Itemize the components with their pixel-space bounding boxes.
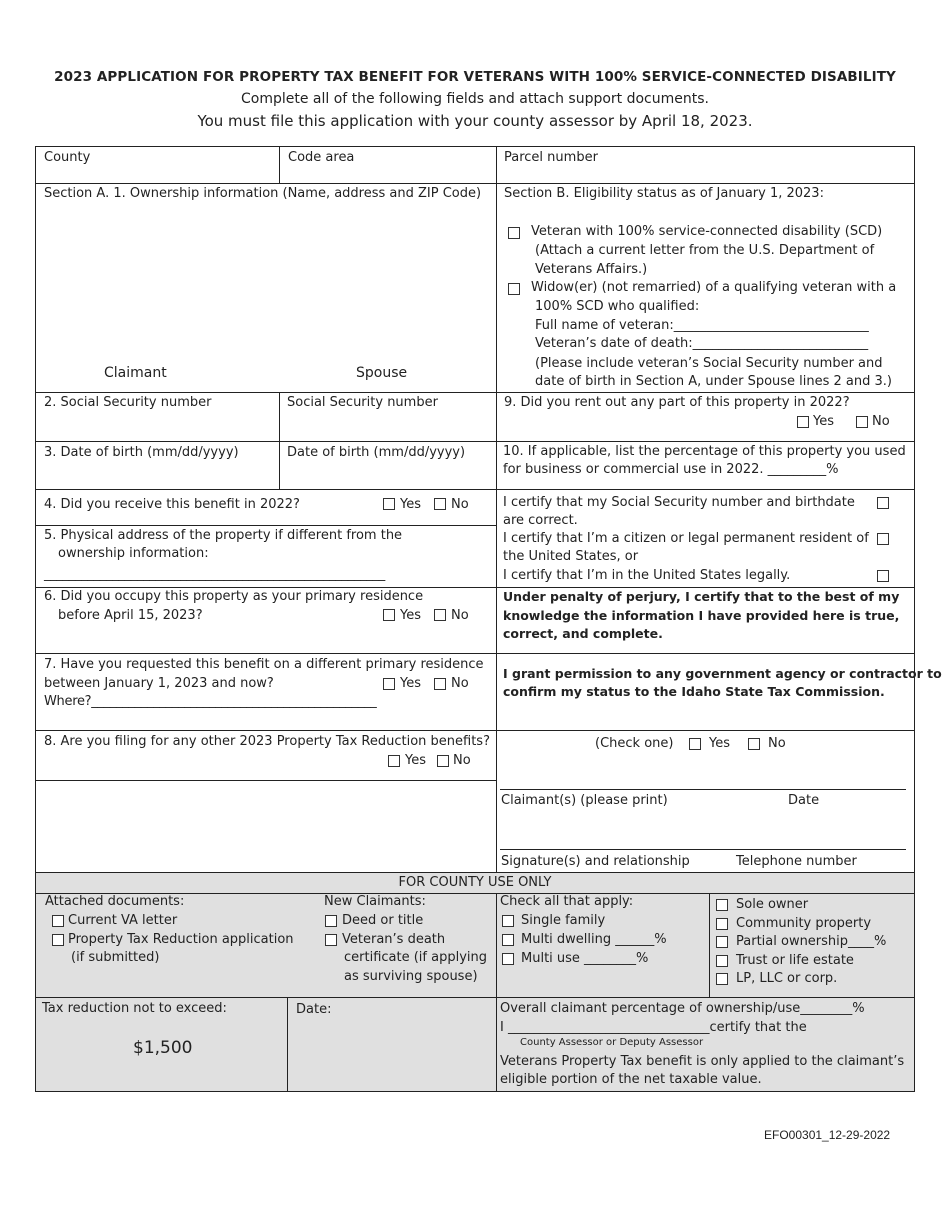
q6-label: 6. Did you occupy this property as your primary residence [44, 589, 424, 604]
death-certificate-label: Veteran’s death [342, 932, 446, 947]
claimant-print-label: Claimant(s) (please print) [501, 793, 668, 808]
death-certificate-checkbox[interactable] [325, 934, 337, 946]
county-use-title: FOR COUNTY USE ONLY [398, 875, 552, 890]
multi-use-label[interactable]: Multi use ________% [521, 951, 649, 966]
check-one-yes-checkbox[interactable] [689, 738, 701, 750]
multi-dwelling-checkbox[interactable] [502, 934, 514, 946]
certify-citizen-checkbox[interactable] [877, 533, 889, 545]
q6-no-label: No [451, 608, 469, 623]
q6-no-checkbox[interactable] [434, 609, 446, 621]
certify-citizen-label-2: the United States, or [503, 549, 639, 564]
va-letter-label: Current VA letter [68, 913, 178, 928]
death-certificate-label-2: certificate (if applying [344, 950, 487, 965]
form-subtitle: Complete all of the following fields and attach support documents. [241, 91, 709, 107]
veteran-death-date-field[interactable]: Veteran’s date of death:___________________________ [535, 336, 869, 351]
q2-ssn-label: 2. Social Security number [44, 395, 212, 410]
lp-llc-checkbox[interactable] [716, 973, 728, 985]
signature-relationship-label: Signature(s) and relationship [501, 854, 690, 869]
q4-yes-label: Yes [400, 497, 421, 512]
trust-label: Trust or life estate [736, 953, 854, 968]
section-a-heading: Section A. 1. Ownership information (Name, address and ZIP Code) [44, 186, 482, 201]
check-one-yes-label: Yes [709, 736, 730, 751]
ptr-application-note: (if submitted) [71, 950, 160, 965]
veteran-scd-note: (Attach a current letter from the U.S. Department of [535, 243, 875, 258]
section-b-heading: Section B. Eligibility status as of January 1, 2023: [504, 186, 824, 201]
certify-legal-label: I certify that I’m in the United States legally. [503, 568, 791, 583]
check-all-label: Check all that apply: [500, 894, 634, 909]
certify-legal-checkbox[interactable] [877, 570, 889, 582]
single-family-checkbox[interactable] [502, 915, 514, 927]
q8-no-label: No [453, 753, 471, 768]
form-number: EFO00301_12-29-2022 [764, 1128, 891, 1142]
deed-checkbox[interactable] [325, 915, 337, 927]
q6-label-2: before April 15, 2023? [58, 608, 203, 623]
trust-checkbox[interactable] [716, 955, 728, 967]
q7-label-2: between January 1, 2023 and now? [44, 676, 274, 691]
widow-label-2: 100% SCD who qualified: [535, 299, 700, 314]
q7-no-label: No [451, 676, 469, 691]
assessor-certify-field[interactable]: I _______________________________certify that the [500, 1020, 807, 1035]
check-one-label: (Check one) [595, 736, 674, 751]
certify-ssn-label-2: are correct. [503, 513, 578, 528]
q7-no-checkbox[interactable] [434, 678, 446, 690]
county-label: County [44, 150, 91, 165]
benefit-note: Veterans Property Tax benefit is only applied to the claimant’s [500, 1054, 905, 1069]
perjury-statement-2: knowledge the information I have provided here is true, [503, 608, 900, 623]
lp-llc-label: LP, LLC or corp. [736, 971, 838, 986]
sole-owner-label: Sole owner [736, 897, 809, 912]
sole-owner-checkbox[interactable] [716, 899, 728, 911]
q4-label: 4. Did you receive this benefit in 2022? [44, 497, 300, 512]
q5-address-field[interactable]: _______________________________________________________ [44, 567, 386, 582]
community-property-label: Community property [736, 916, 872, 931]
certify-citizen-label: I certify that I’m a citizen or legal permanent resident of [503, 531, 869, 546]
tax-reduction-amount: $1,500 [133, 1038, 193, 1058]
q8-yes-label: Yes [405, 753, 426, 768]
claimant-label: Claimant [104, 365, 167, 381]
q2-spouse-ssn-label: Social Security number [287, 395, 438, 410]
q9-label: 9. Did you rent out any part of this property in 2022? [504, 395, 850, 410]
q10-percent-field[interactable]: for business or commercial use in 2022. _________% [503, 462, 839, 477]
q8-no-checkbox[interactable] [437, 755, 449, 767]
veteran-scd-checkbox[interactable] [508, 227, 520, 239]
q10-label: 10. If applicable, list the percentage of this property you used [503, 444, 906, 459]
partial-ownership-label[interactable]: Partial ownership____% [736, 934, 887, 949]
death-certificate-label-3: as surviving spouse) [344, 969, 478, 984]
community-property-checkbox[interactable] [716, 918, 728, 930]
attached-documents-label: Attached documents: [45, 894, 185, 909]
county-date-label: Date: [296, 1002, 332, 1017]
form-title: 2023 APPLICATION FOR PROPERTY TAX BENEFIT FOR VETERANS WITH 100% SERVICE-CONNECTED DISABILITY [54, 69, 896, 85]
code-area-label: Code area [288, 150, 355, 165]
q3-spouse-dob-label: Date of birth (mm/dd/yyyy) [287, 445, 466, 460]
widow-note: (Please include veteran’s Social Security number and [535, 356, 883, 371]
q7-label: 7. Have you requested this benefit on a different primary residence [44, 657, 484, 672]
veteran-scd-label: Veteran with 100% service-connected disability (SCD) [531, 224, 883, 239]
perjury-statement-3: correct, and complete. [503, 626, 663, 641]
veteran-scd-note-2: Veterans Affairs.) [535, 262, 648, 277]
q7-yes-label: Yes [400, 676, 421, 691]
permission-statement-2: confirm my status to the Idaho State Tax Commission. [503, 684, 885, 699]
certify-ssn-checkbox[interactable] [877, 497, 889, 509]
q8-yes-checkbox[interactable] [388, 755, 400, 767]
widow-label: Widow(er) (not remarried) of a qualifying veteran with a [531, 280, 897, 295]
ptr-application-label: Property Tax Reduction application [68, 932, 294, 947]
q5-label-2: ownership information: [58, 546, 209, 561]
widow-note-2: date of birth in Section A, under Spouse lines 2 and 3.) [535, 374, 892, 389]
q5-label: 5. Physical address of the property if different from the [44, 528, 403, 543]
tax-reduction-label: Tax reduction not to exceed: [42, 1001, 227, 1016]
check-one-no-label: No [768, 736, 786, 751]
single-family-label: Single family [521, 913, 606, 928]
veteran-full-name-field[interactable]: Full name of veteran:______________________________ [535, 318, 869, 333]
check-one-no-checkbox[interactable] [748, 738, 760, 750]
q7-where-field[interactable]: Where?______________________________________________ [44, 694, 377, 709]
new-claimants-label: New Claimants: [324, 894, 426, 909]
q8-label: 8. Are you filing for any other 2023 Property Tax Reduction benefits? [44, 734, 490, 749]
q9-no-label: No [872, 414, 890, 429]
q9-yes-checkbox[interactable] [797, 416, 809, 428]
q3-dob-label: 3. Date of birth (mm/dd/yyyy) [44, 445, 239, 460]
multi-dwelling-label[interactable]: Multi dwelling ______% [521, 932, 667, 947]
q9-yes-label: Yes [813, 414, 834, 429]
q6-yes-label: Yes [400, 608, 421, 623]
permission-statement: I grant permission to any government agency or contractor to [503, 666, 942, 681]
ptr-application-checkbox[interactable] [52, 934, 64, 946]
partial-ownership-checkbox[interactable] [716, 936, 728, 948]
multi-use-checkbox[interactable] [502, 953, 514, 965]
telephone-label: Telephone number [736, 854, 857, 869]
q4-no-checkbox[interactable] [434, 498, 446, 510]
va-letter-checkbox[interactable] [52, 915, 64, 927]
filing-deadline: You must file this application with your county assessor by April 18, 2023. [197, 112, 753, 130]
overall-percentage-field[interactable]: Overall claimant percentage of ownership/use________% [500, 1001, 865, 1016]
q9-no-checkbox[interactable] [856, 416, 868, 428]
widow-checkbox[interactable] [508, 283, 520, 295]
benefit-note-2: eligible portion of the net taxable value. [500, 1072, 762, 1087]
deed-label: Deed or title [342, 913, 424, 928]
signature-date-label: Date [788, 793, 820, 808]
certify-ssn-label: I certify that my Social Security number and birthdate [503, 495, 855, 510]
spouse-label: Spouse [356, 365, 408, 381]
q6-yes-checkbox[interactable] [383, 609, 395, 621]
parcel-number-label: Parcel number [504, 150, 598, 165]
q4-no-label: No [451, 497, 469, 512]
perjury-statement: Under penalty of perjury, I certify that to the best of my [503, 589, 900, 604]
assessor-caption: County Assessor or Deputy Assessor [520, 1037, 704, 1048]
q7-yes-checkbox[interactable] [383, 678, 395, 690]
q4-yes-checkbox[interactable] [383, 498, 395, 510]
